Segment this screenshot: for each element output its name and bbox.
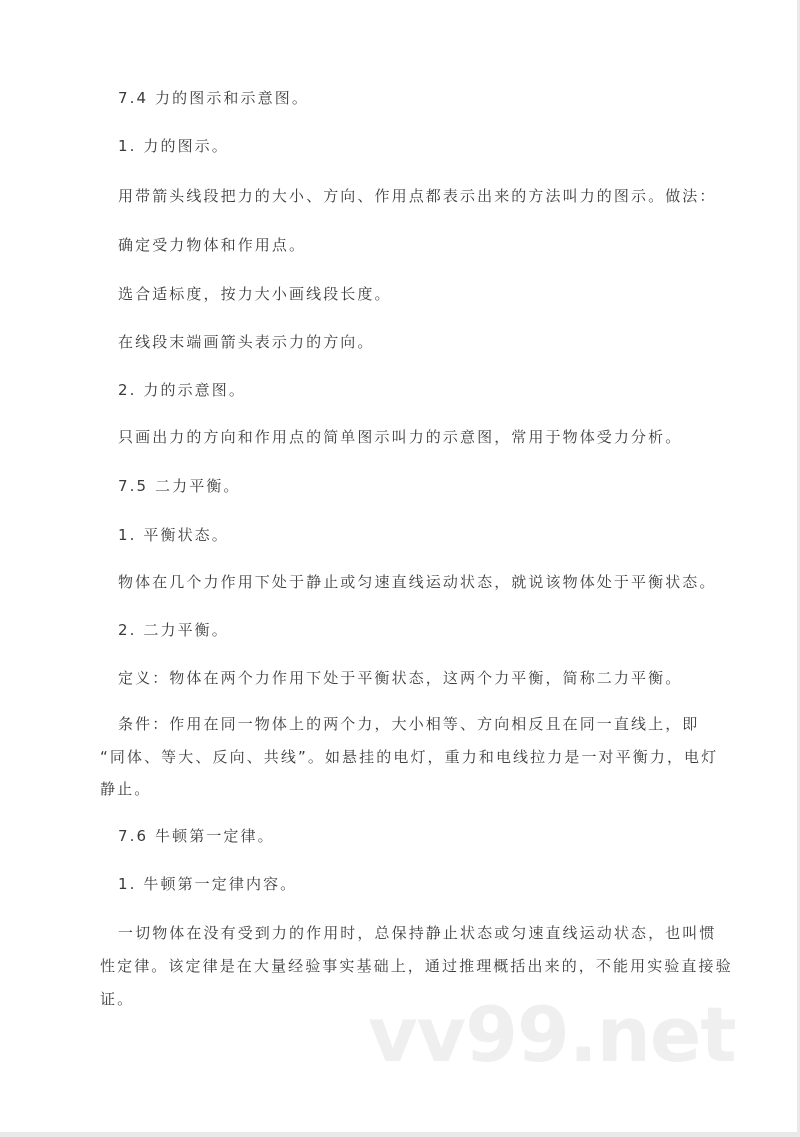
subheading: 2. 二力平衡。 bbox=[118, 621, 229, 639]
body-text: 确定受力物体和作用点。 bbox=[118, 236, 307, 254]
body-text: 选合适标度，按力大小画线段长度。 bbox=[118, 285, 392, 303]
body-text: 在线段末端画箭头表示力的方向。 bbox=[118, 333, 375, 351]
body-text: 定义：物体在两个力作用下处于平衡状态，这两个力平衡，简称二力平衡。 bbox=[118, 669, 683, 687]
subheading: 1. 平衡状态。 bbox=[118, 526, 229, 544]
body-text: 一切物体在没有受到力的作用时，总保持静止状态或匀速直线运动状态，也叫惯 bbox=[118, 924, 717, 942]
watermark: vv99.net bbox=[368, 990, 736, 1079]
subheading: 1. 力的图示。 bbox=[118, 137, 229, 155]
body-text-continued: 静止。 bbox=[100, 780, 152, 798]
body-text: 条件：作用在同一物体上的两个力，大小相等、方向相反且在同一直线上，即 bbox=[118, 715, 700, 733]
subheading: 1. 牛顿第一定律内容。 bbox=[118, 875, 298, 893]
subheading: 2. 力的示意图。 bbox=[118, 381, 246, 399]
body-text-continued: 证。 bbox=[100, 990, 135, 1008]
body-text-continued: “同体、等大、反向、共线”。如悬挂的电灯，重力和电线拉力是一对平衡力，电灯 bbox=[100, 748, 719, 766]
section-heading-7-5: 7.5 二力平衡。 bbox=[118, 477, 241, 495]
body-text: 只画出力的方向和作用点的简单图示叫力的示意图，常用于物体受力分析。 bbox=[118, 428, 683, 446]
section-heading-7-6: 7.6 牛顿第一定律。 bbox=[118, 827, 275, 845]
body-text-continued: 性定律。该定律是在大量经验事实基础上，通过推理概括出来的，不能用实验直接验 bbox=[100, 957, 733, 975]
body-text: 用带箭头线段把力的大小、方向、作用点都表示出来的方法叫力的图示。做法： bbox=[118, 187, 717, 205]
section-heading-7-4: 7.4 力的图示和示意图。 bbox=[118, 89, 309, 107]
body-text: 物体在几个力作用下处于静止或匀速直线运动状态，就说该物体处于平衡状态。 bbox=[118, 573, 717, 591]
